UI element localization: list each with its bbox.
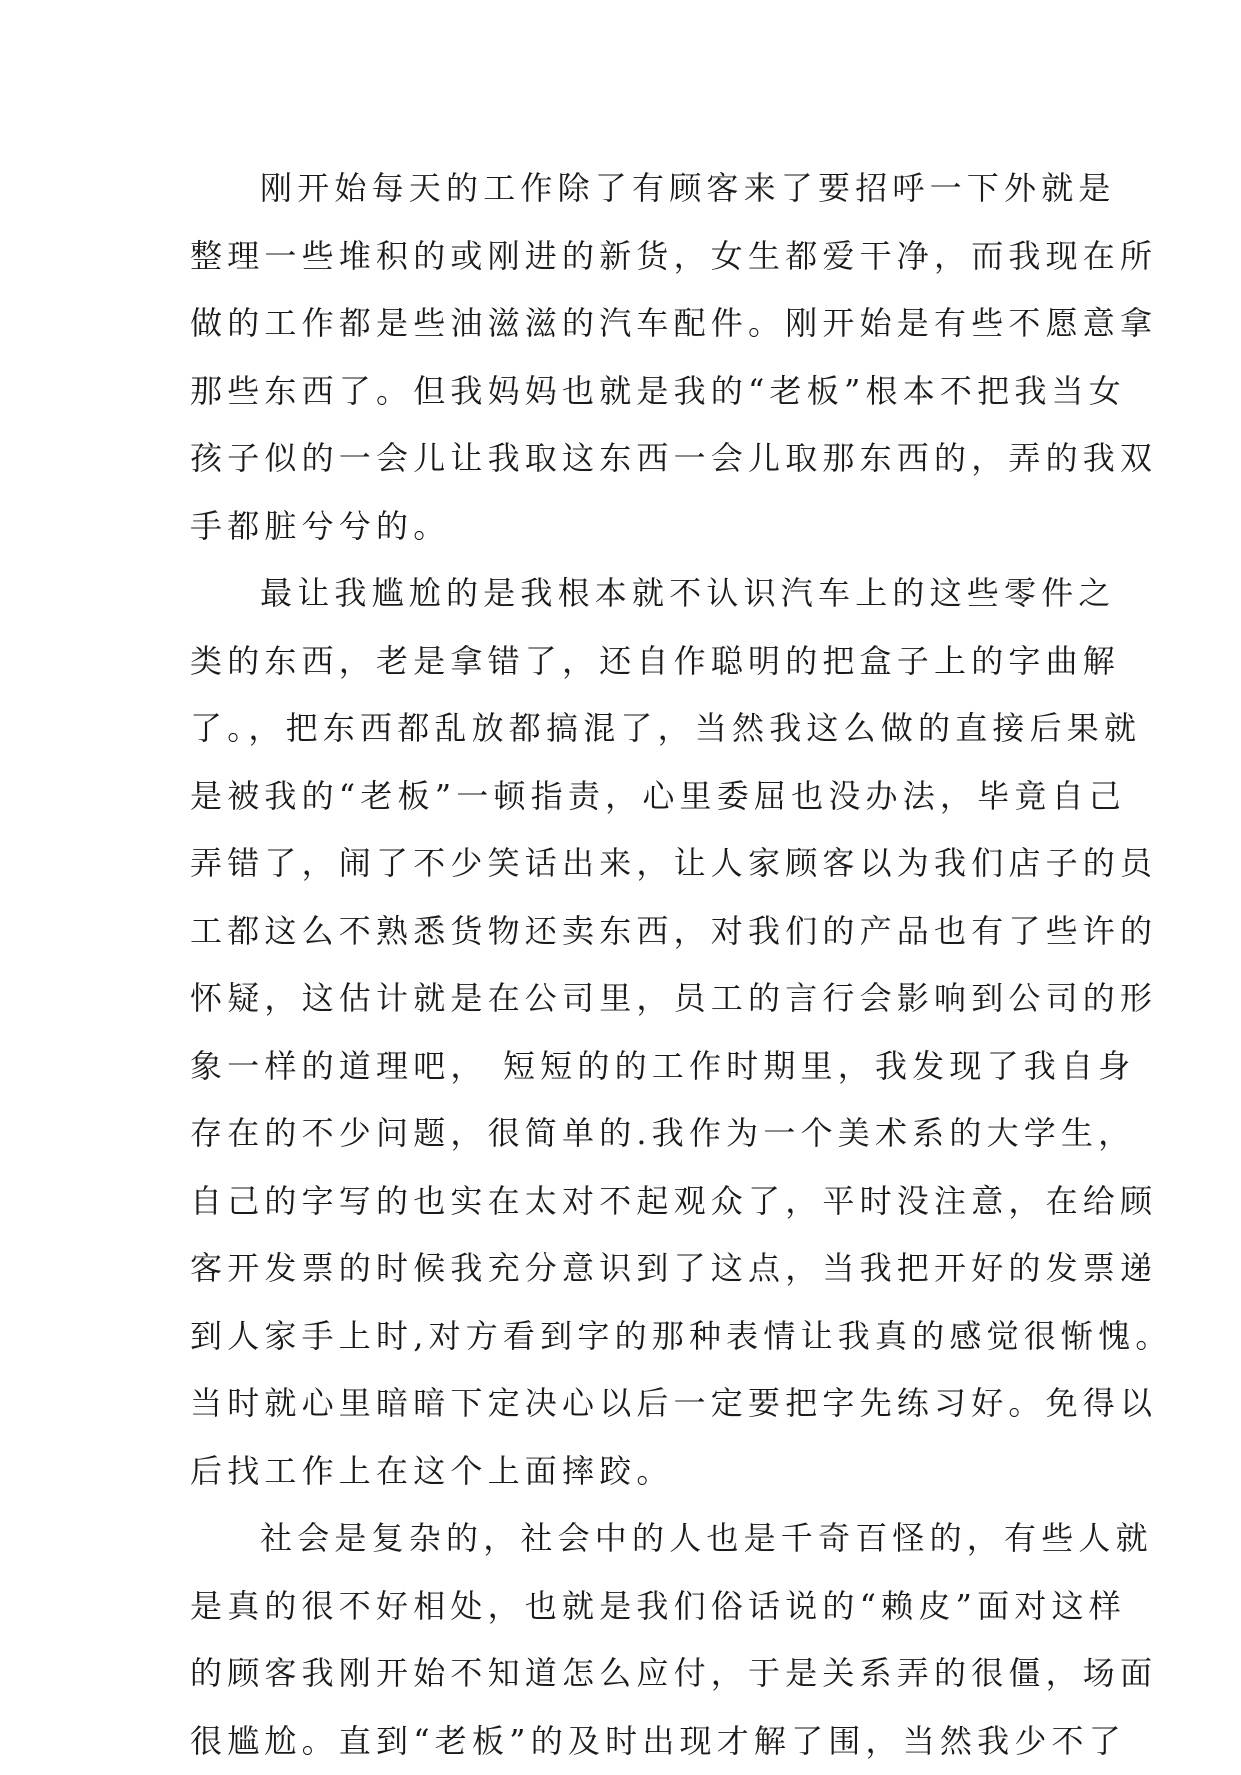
paragraph-1-line-5: 孩子似的一会儿让我取这东西一会儿取那东西的，弄的我双 <box>190 425 1060 493</box>
paragraph-1-line-6: 手都脏兮兮的。 <box>190 493 1060 561</box>
paragraph-2-line-13: 当时就心里暗暗下定决心以后一定要把字先练习好。免得以 <box>190 1370 1060 1438</box>
paragraph-3-line-3: 的顾客我刚开始不知道怎么应付，于是关系弄的很僵，场面 <box>190 1640 1060 1708</box>
paragraph-2-line-4: 是被我的“老板”一顿指责，心里委屈也没办法，毕竟自己 <box>190 763 1060 831</box>
paragraph-2-line-8: 象一样的道理吧， 短短的的工作时期里，我发现了我自身 <box>190 1033 1060 1101</box>
paragraph-2-line-12: 到人家手上时,对方看到字的那种表情让我真的感觉很惭愧。 <box>190 1303 1060 1371</box>
paragraph-1-line-4: 那些东西了。但我妈妈也就是我的“老板”根本不把我当女 <box>190 358 1060 426</box>
paragraph-2-line-7: 怀疑，这估计就是在公司里，员工的言行会影响到公司的形 <box>190 965 1060 1033</box>
paragraph-1-line-3: 做的工作都是些油滋滋的汽车配件。刚开始是有些不愿意拿 <box>190 290 1060 358</box>
body-text <box>190 155 1060 1775</box>
paragraph-2-line-2: 类的东西，老是拿错了，还自作聪明的把盒子上的字曲解 <box>190 628 1060 696</box>
paragraph-2-line-3: 了。，把东西都乱放都搞混了，当然我这么做的直接后果就 <box>190 695 1060 763</box>
paragraph-3-line-4: 很尴尬。直到“老板”的及时出现才解了围，当然我少不了 <box>190 1708 1060 1775</box>
paragraph-2-line-5: 弄错了，闹了不少笑话出来，让人家顾客以为我们店子的员 <box>190 830 1060 898</box>
paragraph-2-line-9: 存在的不少问题，很简单的.我作为一个美术系的大学生， <box>190 1100 1060 1168</box>
paragraph-2-line-14: 后找工作上在这个上面摔跤。 <box>190 1438 1060 1506</box>
paragraph-1-line-2: 整理一些堆积的或刚进的新货，女生都爱干净，而我现在所 <box>190 223 1060 291</box>
paragraph-2-line-1: 最让我尴尬的是我根本就不认识汽车上的这些零件之 <box>190 560 1060 628</box>
paragraph-1-line-1: 刚开始每天的工作除了有顾客来了要招呼一下外就是 <box>190 155 1060 223</box>
paragraph-2-line-10: 自己的字写的也实在太对不起观众了，平时没注意，在给顾 <box>190 1168 1060 1236</box>
paragraph-3-line-1: 社会是复杂的，社会中的人也是千奇百怪的，有些人就 <box>190 1505 1060 1573</box>
paragraph-2-line-11: 客开发票的时候我充分意识到了这点，当我把开好的发票递 <box>190 1235 1060 1303</box>
paragraph-2-line-6: 工都这么不熟悉货物还卖东西，对我们的产品也有了些许的 <box>190 898 1060 966</box>
paragraph-3-line-2: 是真的很不好相处，也就是我们俗话说的“赖皮”面对这样 <box>190 1573 1060 1641</box>
